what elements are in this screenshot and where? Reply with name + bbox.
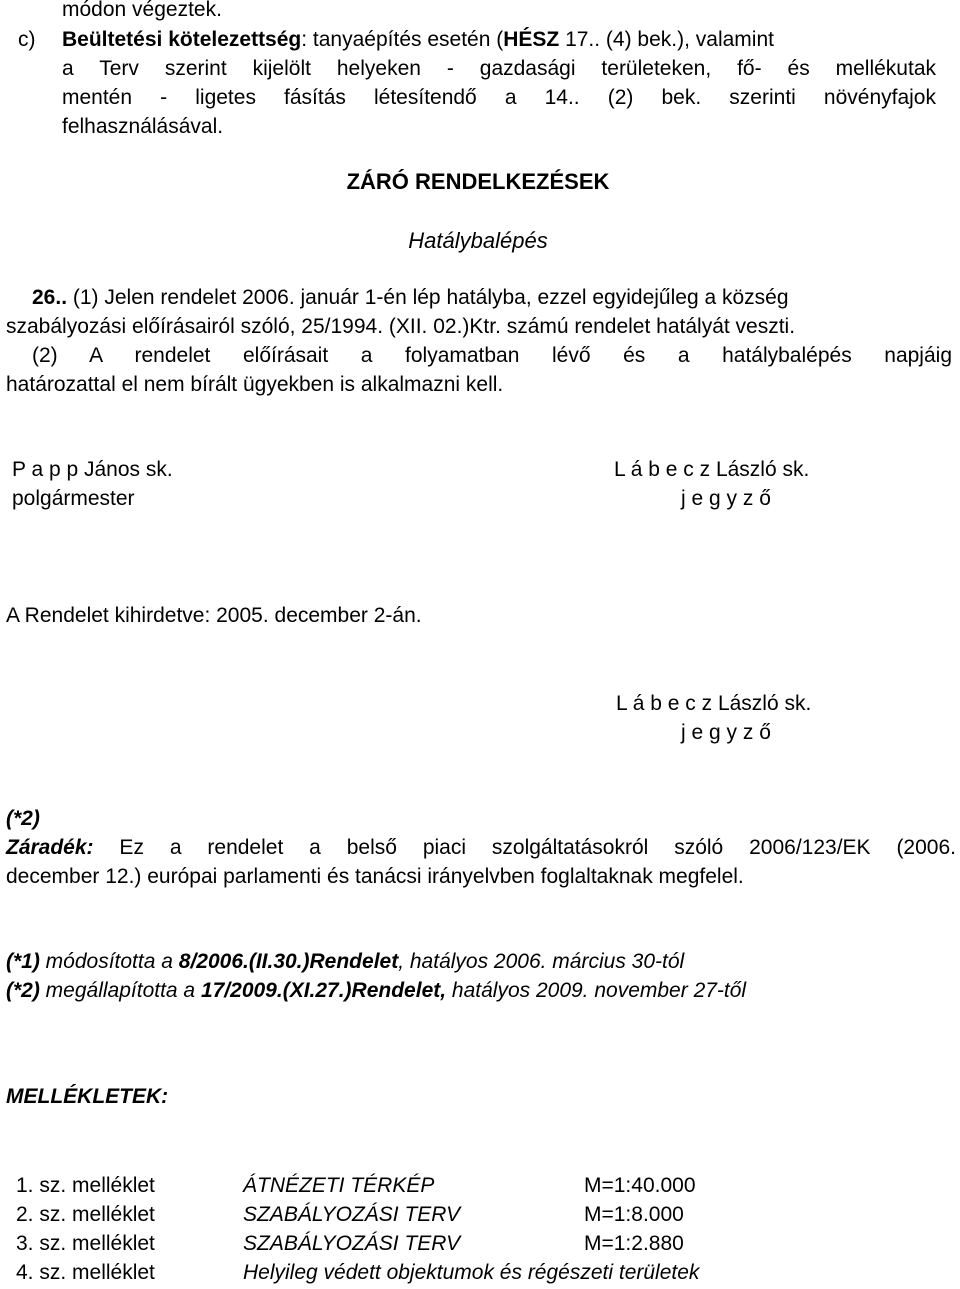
annex-title: ÁTNÉZETI TÉRKÉP <box>243 1174 435 1197</box>
promulgation-notary-name: L á b e c z László sk. <box>616 692 812 715</box>
footnote-marker: (*2) <box>6 979 40 1002</box>
footnote-ref: 17/2009.(XI.27.)Rendelet, <box>200 979 447 1002</box>
annexes-heading: MELLÉKLETEK: <box>6 1085 169 1108</box>
intro-line: módon végeztek. <box>62 0 222 21</box>
annex-number: 1. sz. melléklet <box>16 1174 155 1197</box>
item-c-hesz: HÉSZ <box>503 28 560 51</box>
notary-name: L á b e c z László sk. <box>614 458 810 481</box>
section-heading: ZÁRÓ RENDELKEZÉSEK <box>346 169 610 194</box>
paragraph-2-line1: (2) A rendelet előírásait a folyamatban lévő és a hatálybalépés napjáig <box>32 344 952 367</box>
clause-label: Záradék: <box>6 836 94 859</box>
item-c-line2: a Terv szerint kijelölt helyeken - gazdasági területeken, fő- és mellékutak <box>62 57 936 80</box>
paragraph-2-line2: határozattal el nem bírált ügyekben is alkalmazni kell. <box>6 373 504 396</box>
mayor-name: P a p p János sk. <box>12 458 173 481</box>
clause-line2: december 12.) európai parlamenti és tanácsi irányelvben foglaltaknak megfelel. <box>6 865 744 888</box>
annex-scale: M=1:2.880 <box>584 1232 684 1255</box>
item-c-text2: 17.. (4) bek.), valamint <box>559 28 774 51</box>
item-c-label: c) <box>18 28 36 51</box>
footnote-text: hatályos 2009. november 27-től <box>446 979 747 1002</box>
clause-text: Ez a rendelet a belső piaci szolgáltatásokról szóló 2006/123/EK (2006. <box>93 836 956 859</box>
annex-scale: M=1:8.000 <box>584 1203 684 1226</box>
item-c-line4: felhasználásával. <box>62 115 224 138</box>
item-c-text: : tanyaépítés esetén ( <box>301 28 504 51</box>
footnote-text: megállapította a <box>39 979 201 1002</box>
annex-number: 3. sz. melléklet <box>16 1232 155 1255</box>
mayor-title: polgármester <box>12 487 135 510</box>
annex-scale: M=1:40.000 <box>584 1174 696 1197</box>
paragraph-26-line2: szabályozási előírásairól szóló, 25/1994. (XII. 02.)Ktr. számú rendelet hatályát veszti. <box>6 315 796 338</box>
footnote-text: , hatályos 2006. március 30-tól <box>398 950 685 973</box>
paragraph-text: (1) Jelen rendelet 2006. január 1-én lép hatályba, ezzel egyidejűleg a község <box>67 286 789 309</box>
footnote-text: módosította a <box>39 950 179 973</box>
footnote-1 <box>6 948 684 976</box>
annex-title: SZABÁLYOZÁSI TERV <box>243 1203 461 1226</box>
footnote-ref: 8/2006.(II.30.)Rendelet <box>178 950 399 973</box>
footnote-marker: (*1) <box>6 950 40 973</box>
paragraph-number: 26.. <box>32 286 68 309</box>
clause-marker: (*2) <box>6 807 40 830</box>
clause-line1 <box>6 834 956 862</box>
item-c-line1 <box>62 26 774 54</box>
notary-title: j e g y z ő <box>681 487 771 510</box>
footnote-2 <box>6 977 746 1005</box>
annex-title: Helyileg védett objektumok és régészeti területek <box>243 1261 700 1284</box>
promulgation-notary-title: j e g y z ő <box>681 721 771 744</box>
item-c-line3: mentén - ligetes fásítás létesítendő a 14.. (2) bek. szerinti növényfajok <box>62 86 936 109</box>
annex-title: SZABÁLYOZÁSI TERV <box>243 1232 461 1255</box>
promulgation-text: A Rendelet kihirdetve: 2005. december 2-án. <box>6 604 422 627</box>
paragraph-26-line1 <box>32 284 789 312</box>
section-subheading: Hatálybalépés <box>408 228 548 253</box>
item-c-bold: Beültetési kötelezettség <box>62 28 302 51</box>
annex-number: 4. sz. melléklet <box>16 1261 155 1284</box>
annex-number: 2. sz. melléklet <box>16 1203 155 1226</box>
